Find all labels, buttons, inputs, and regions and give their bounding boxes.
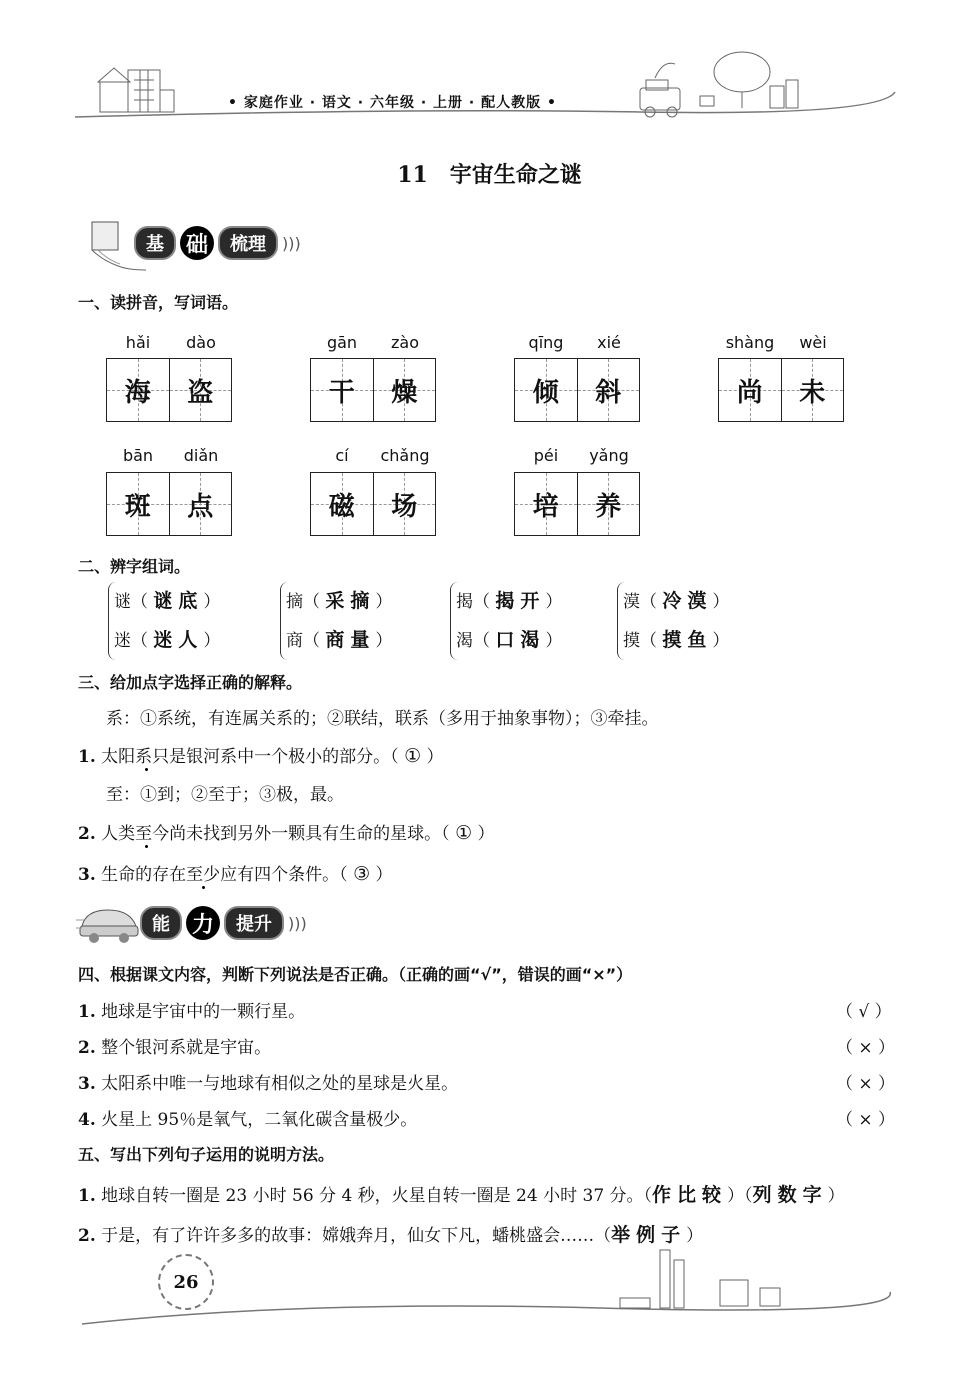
answer-char: 尚 (736, 377, 763, 408)
base-char: 摘 (286, 592, 303, 612)
answer-char: 场 (391, 491, 418, 522)
pinyin: dào (186, 333, 216, 352)
judge-paren: （ √ ） (836, 1002, 892, 1022)
answer-word: 谜底 (153, 590, 204, 612)
base-char: 迷 (114, 631, 131, 651)
answer-method: 作比较 (652, 1184, 728, 1206)
q2-heading: 二、辨字组词。 (78, 557, 191, 576)
answer-word: 商量 (325, 629, 376, 651)
word-box (106, 358, 232, 422)
answer-word: 冷漠 (662, 590, 713, 612)
char-pair-group: 揭（ 揭开） 渴（ 口渴） (450, 582, 562, 660)
q4-heading: 四、根据课文内容，判断下列说法是否正确。（正确的画“√”，错误的画“×”） (78, 965, 633, 984)
answer-char: 培 (532, 491, 559, 522)
page-number: 26 (158, 1254, 214, 1310)
car-icon (76, 900, 146, 946)
judge-paren: （ × ） (836, 1074, 896, 1094)
paren-close: ） (426, 747, 444, 767)
judge-paren: （ × ） (836, 1110, 896, 1130)
badge-tail-icon: ))) (288, 913, 307, 933)
item-number: 2. (78, 1038, 96, 1058)
definition-xi: 系：①系统，有连属关系的；②联结，联系（多用于抽象事物）；③牵挂。 (106, 709, 659, 729)
answer-method: 举例子 (611, 1224, 687, 1246)
answer-word: 摸鱼 (662, 629, 713, 651)
char-pair-group: 摘（ 采摘） 商（ 商量） (280, 582, 392, 660)
item-text: 生命的存在至少应有四个条件。（ (101, 865, 348, 885)
q5-heading: 五、写出下列句子运用的说明方法。 (78, 1145, 335, 1164)
item-text: 地球自转一圈是 23 小时 56 分 4 秒，火星自转一圈是 24 小时 37 分。（ (101, 1186, 653, 1206)
pinyin: chǎng (380, 446, 430, 465)
pinyin: yǎng (589, 446, 629, 465)
paren-close: ） (477, 824, 495, 844)
answer-word: 采摘 (325, 590, 376, 612)
item-text: 太阳系中唯一与地球有相似之处的星球是火星。 (101, 1074, 459, 1094)
item-number: 2. (78, 1226, 96, 1246)
word-box (310, 358, 436, 422)
paren-close: ） (686, 1226, 704, 1246)
pinyin: shàng (725, 333, 775, 352)
item-text: 整个银河系就是宇宙。 (101, 1038, 272, 1058)
answer-word: 迷人 (153, 629, 204, 651)
pinyin: bān (122, 446, 154, 465)
item-text: 太阳系只是银河系中一个极小的部分。（ (101, 747, 399, 767)
item-text: 火星上 95％是氧气，二氧化碳含量极少。 (101, 1110, 418, 1130)
base-char: 漠 (623, 592, 640, 612)
header-series: • 家庭作业 · 语文 · 六年级 · 上册 · 配人教版 • (228, 95, 557, 111)
badge-tail-icon: ))) (282, 233, 301, 253)
base-char: 揭 (456, 592, 473, 612)
item-number: 2. (78, 824, 96, 844)
item-answer: ① (455, 822, 473, 844)
judge-answer: × (858, 1110, 873, 1130)
answer-char: 养 (595, 491, 622, 522)
pinyin: diǎn (183, 446, 219, 465)
pinyin: gān (326, 333, 358, 352)
pinyin: cí (335, 446, 349, 465)
q3-heading: 三、给加点字选择正确的解释。 (78, 673, 303, 692)
answer-char: 斜 (595, 377, 622, 408)
base-char: 摸 (623, 631, 640, 651)
q5-item-1 (78, 1180, 845, 1207)
judge-answer: √ (858, 1002, 870, 1022)
answer-char: 未 (799, 377, 826, 408)
q4-item (78, 1069, 458, 1094)
word-box (514, 358, 640, 422)
answer-char: 燥 (391, 377, 418, 408)
item-number: 1. (78, 1186, 96, 1206)
answer-char: 盗 (187, 377, 214, 408)
definition-zhi: 至：①到；②至于；③极，最。 (106, 785, 344, 805)
word-box (718, 358, 844, 422)
word-box (514, 472, 640, 536)
char-pair-group: 谜（ 谜底） 迷（ 迷人） (108, 582, 220, 660)
paren-close: ） (827, 1186, 845, 1206)
q3-item-1 (78, 742, 444, 767)
answer-char: 磁 (328, 491, 355, 522)
q3-item-2 (78, 819, 495, 844)
header-decoration (0, 0, 979, 140)
judge-answer: × (858, 1038, 873, 1058)
q1-heading: 一、读拼音，写词语。 (78, 293, 239, 312)
judge-paren: （ × ） (836, 1038, 896, 1058)
pinyin: zào (391, 333, 419, 352)
q4-item (78, 1033, 271, 1058)
badge-text: 梳理 (218, 226, 278, 260)
pinyin: qīng (528, 333, 564, 352)
answer-method: 列数字 (752, 1184, 828, 1206)
base-char: 渴 (456, 631, 473, 651)
item-number: 3. (78, 865, 96, 885)
answer-word: 口渴 (495, 629, 546, 651)
answer-word: 揭开 (495, 590, 546, 612)
pinyin: hǎi (125, 333, 151, 352)
q4-item (78, 1105, 417, 1130)
badge-text: 提升 (224, 906, 284, 940)
section-badge-ability (140, 906, 307, 940)
item-answer: ③ (353, 863, 371, 885)
answer-char: 干 (328, 377, 355, 408)
page-title: 11 宇宙生命之谜 (397, 162, 582, 188)
answer-char: 倾 (532, 377, 559, 408)
footer-decoration (0, 1240, 979, 1340)
paren-sep: ）（ (727, 1186, 753, 1206)
judge-answer: × (858, 1074, 873, 1094)
paren-close: ） (375, 865, 393, 885)
q3-item-3 (78, 860, 393, 885)
pinyin: xié (597, 333, 621, 352)
word-box (310, 472, 436, 536)
item-text: 地球是宇宙中的一颗行星。 (101, 1002, 306, 1022)
badge-char-highlight: 础 (180, 226, 214, 260)
item-number: 4. (78, 1110, 96, 1130)
item-text: 于是，有了许许多多的故事：嫦娥奔月，仙女下凡，蟠桃盛会……（ (101, 1226, 612, 1246)
word-box (106, 472, 232, 536)
item-answer: ① (404, 745, 422, 767)
badge-char: 基 (134, 226, 176, 260)
item-number: 3. (78, 1074, 96, 1094)
badge-char: 能 (140, 906, 182, 940)
base-char: 商 (286, 631, 303, 651)
char-pair-group: 漠（ 冷漠） 摸（ 摸鱼） (617, 582, 729, 660)
q4-item (78, 997, 305, 1022)
answer-char: 点 (187, 491, 214, 522)
item-number: 1. (78, 1002, 96, 1022)
pinyin: wèi (799, 333, 827, 352)
pinyin: péi (533, 446, 559, 465)
section-badge-basic (134, 226, 301, 260)
base-char: 谜 (114, 592, 131, 612)
item-text: 人类至今尚未找到另外一颗具有生命的星球。（ (101, 824, 450, 844)
badge-char-highlight: 力 (186, 906, 220, 940)
answer-char: 斑 (124, 491, 151, 522)
emphasis-dot (202, 886, 205, 889)
emphasis-dot (145, 845, 148, 848)
emphasis-dot (145, 768, 148, 771)
answer-char: 海 (124, 377, 151, 408)
item-number: 1. (78, 747, 96, 767)
